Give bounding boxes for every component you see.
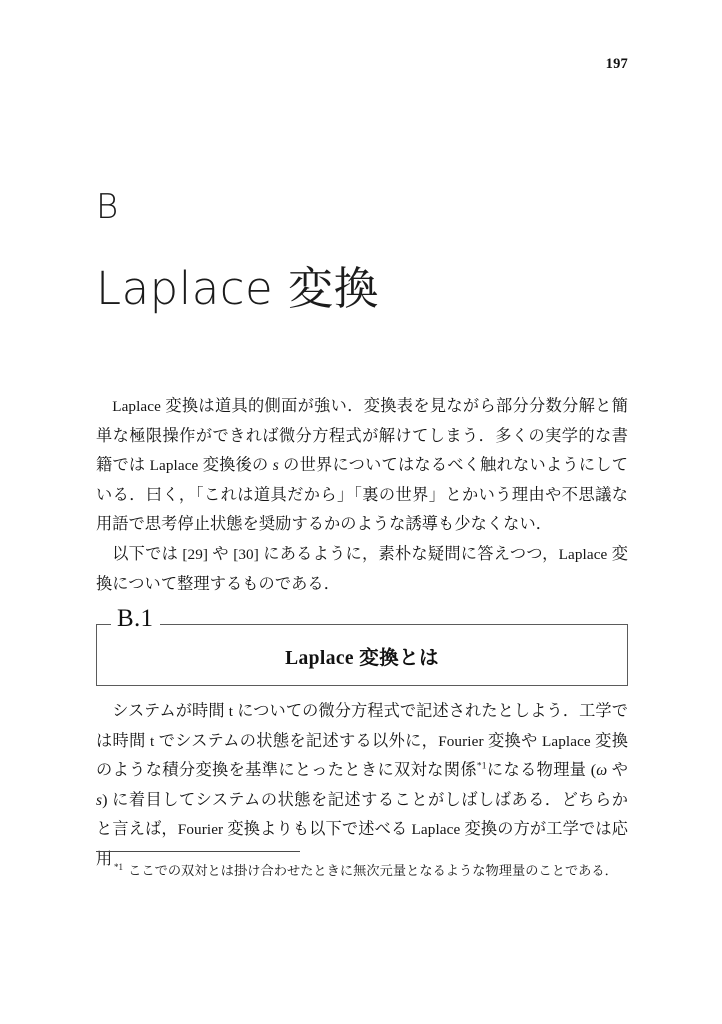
section-number: B.1: [111, 606, 160, 631]
section-body: [96, 697, 628, 875]
footnote-number: *1: [114, 861, 124, 872]
paragraph-section-1: システムが時間 t についての微分方程式で記述されたとしよう．工学では時間 t でシステムの状態を記述する以外に，Fourier 変換や Laplace 変換のような積分変換を基準にとったときに双対な関係$^{*1}$になる物理量 (ω や s) に着目してシステムの状態を記述することがしばしばある．どちらかと言えば，Fourier 変換よりも以下で述べる Laplace 変換の方が工学では応用: [96, 702, 628, 868]
paragraph-intro-2: 以下では [29] や [30] にあるように，素朴な疑問に答えつつ，Laplace 変換について整理するものである．: [96, 544, 629, 593]
paragraph-intro-1: Laplace 変換は道具的側面が強い．変換表を見ながら部分分数分解と簡単な極限操作ができれば微分方程式が解けてしまう．多くの実学的な書籍では Laplace 変換後の s の世界についてはなるべく触れないようにしている．曰く，「これは道具だから」「裏の世界」とかいう理由や不思議な用語で思考停止状態を奨励するかのような誘導も少なくない．: [96, 397, 628, 534]
footnote-separator-rule: [96, 851, 300, 852]
section-heading-box: [96, 605, 628, 686]
footnote-area: [96, 851, 628, 881]
section-title: Laplace 変換とは: [285, 648, 439, 669]
chapter-heading-block: [96, 187, 636, 315]
footnote-entry: [96, 861, 628, 881]
section-box-frame: [96, 605, 628, 686]
footnote-body-text: ここでの双対とは掛け合わせたときに無次元量となるような物理量のことである．: [128, 863, 618, 878]
chapter-title: Laplace 変換: [96, 262, 380, 315]
footnote-reference-mark: *1: [476, 761, 487, 772]
page-number: 197: [605, 56, 628, 72]
intro-body: [96, 392, 628, 599]
appendix-letter: B: [96, 187, 119, 227]
